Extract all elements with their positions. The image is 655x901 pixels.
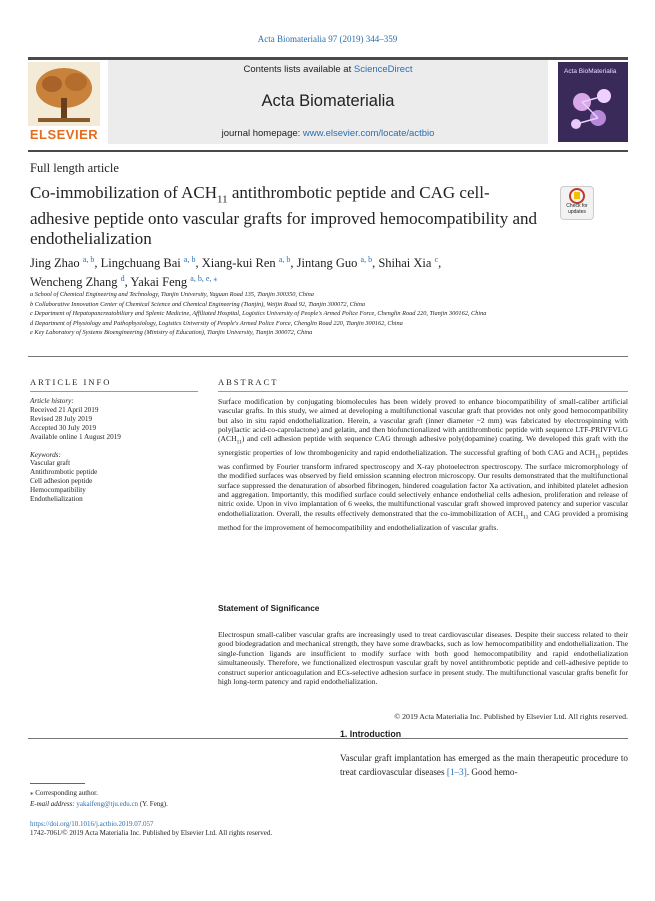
author-affil-marker[interactable]: a, b bbox=[82, 255, 95, 264]
check-updates-text: Check for updates bbox=[566, 203, 588, 215]
journal-title: Acta Biomaterialia bbox=[261, 92, 395, 110]
corresponding-author-note: ⁎ Corresponding author. bbox=[30, 789, 98, 797]
abstract-subscript: 11 bbox=[523, 514, 529, 521]
title-part-2: antithrombotic peptide and CAG cell-adhesive peptide onto vascular grafts for improved hemocompatibility and endothelialization bbox=[30, 183, 538, 249]
article-title bbox=[30, 183, 540, 249]
abstract-part: peptides was confirmed by Fourier transform infrared spectroscopy and X-ray photoelectron spectroscopy. The surface micromorphology of the modified surfaces was observed by field emission scanning electron microscopy. Our results demonstrated that the multifunctional surface suppressed the denaturation of absorbed fibrinogen, hindered coagulation factor Xa activation, and inhibited platelet adhesion and aggregation. Importantly, this modified surface could selectively enhance endothelial cells adhesion, proliferation and release of nitric oxide. Upon in vivo implantation of 6 weeks, the multifunctional vascular graft showed improved patency and superior vascular endothelialization. Overall, the results effectively demonstrated that the co-immobilization of ACH bbox=[218, 448, 628, 518]
email-suffix: (Y. Feng). bbox=[138, 800, 168, 808]
abstract-rule bbox=[218, 391, 628, 392]
issn-line: 1742-7061/© 2019 Acta Materialia Inc. Published by Elsevier Ltd. All rights reserved. bbox=[30, 829, 273, 837]
significance-heading: Statement of Significance bbox=[218, 603, 320, 613]
author-affil-marker[interactable]: d bbox=[120, 274, 125, 284]
title-part-1: Co-immobilization of ACH bbox=[30, 183, 217, 202]
citation-link[interactable]: [1–3] bbox=[446, 767, 467, 777]
abstract-text bbox=[218, 397, 628, 532]
keyword: Cell adhesion peptide bbox=[30, 477, 93, 486]
affiliation-rule bbox=[28, 356, 628, 357]
affiliation: c Department of Hepatopancreatobiliary and Splenic Medicine, Affiliated Hospital, Logistics University of People's Armed Police Force, Chenglin Road 220, Tianjin 300162, China bbox=[30, 310, 487, 318]
homepage-prefix: journal homepage: bbox=[221, 128, 303, 139]
author-list: Jing Zhao $^{a, b}$, Lingchuang Bai $^{a, b}$, Xiang-kui Ren $^{a, b}$, Jintang Guo $^{a, b}$, Shihai Xia $^c$, Wencheng Zhang $^d$, Yakai Feng $^{a, b, e, ⁎}$ bbox=[30, 255, 442, 290]
article-type: Full length article bbox=[30, 161, 119, 175]
author-name[interactable]: Xiang-kui Ren bbox=[201, 256, 276, 271]
intro-part: Vascular graft implantation has emerged as the main therapeutic procedure to treat cardiovascular diseases bbox=[340, 753, 628, 777]
article-info-rule bbox=[30, 391, 198, 392]
author-name[interactable]: Lingchuang Bai bbox=[100, 256, 181, 271]
article-info-heading: ARTICLE INFO bbox=[30, 377, 112, 387]
email-label: E-mail address: bbox=[30, 800, 77, 808]
tree-icon bbox=[28, 62, 100, 126]
cover-title: Acta BioMaterialia bbox=[564, 68, 617, 75]
contents-prefix: Contents lists available at bbox=[243, 64, 354, 75]
author-affil-marker[interactable]: a, b bbox=[278, 255, 291, 264]
history-label: Article history: bbox=[30, 397, 74, 405]
author-affil-marker[interactable]: c bbox=[434, 255, 439, 264]
author-name[interactable]: Wencheng Zhang bbox=[30, 275, 118, 290]
elsevier-wordmark: ELSEVIER bbox=[29, 127, 99, 142]
history-item: Available online 1 August 2019 bbox=[30, 432, 121, 441]
email-link[interactable]: yakaifeng@tju.edu.cn bbox=[76, 800, 139, 808]
affiliation: b Collaborative Innovation Center of Chemical Science and Chemical Engineering (Tianjin), Weijin Road 92, Tianjin 300072, China bbox=[30, 300, 366, 308]
author-affil-marker[interactable]: a, b, e, ⁎ bbox=[190, 274, 218, 284]
abstract-bottom-rule bbox=[28, 738, 628, 739]
significance-text: Electrospun small-caliber vascular grafts are increasingly used to treat cardiovascular diseases. Despite their success related to their good biodegradation and mechanical strength, they have some drawbacks, such as low hemocompatibility and endothelialization. The single-function ligands are insufficient to modify surface with both good hemocompatibility and rapid endothelialization simultaneously. Therefore, we functionalized electrospun vascular graft by novel antithrombotic peptide and cell-adhesive peptide to construct superior anticoagulation and ECs-selective adhesion surface in present study. The multifunctional vascular grafts benefit for high long-term patency and rapid endothelialization. bbox=[218, 630, 628, 687]
keywords-label: Keywords: bbox=[30, 450, 61, 459]
abstract-subscript: 11 bbox=[236, 439, 242, 446]
homepage-link[interactable]: www.elsevier.com/locate/actbio bbox=[302, 128, 435, 139]
check-for-updates-badge[interactable] bbox=[560, 186, 594, 220]
title-subscript: 11 bbox=[217, 193, 228, 206]
affiliation: d Department of Physiology and Pathophysiology, Logistics University of People's Armed Police Force, Chenglin Road 220, Tianjin 300162, China bbox=[30, 319, 403, 327]
footnote-rule bbox=[30, 783, 85, 784]
author-name[interactable]: Jintang Guo bbox=[296, 256, 358, 271]
history-item: Accepted 30 July 2019 bbox=[30, 423, 97, 432]
introduction-heading: 1. Introduction bbox=[340, 729, 402, 739]
footnote bbox=[30, 788, 310, 810]
doi-link[interactable]: https://doi.org/10.1016/j.actbio.2019.07.057 bbox=[30, 820, 154, 828]
affiliation: a School of Chemical Engineering and Technology, Tianjin University, Yaguan Road 135, Tianjin 300350, China bbox=[30, 291, 314, 298]
abstract-part: Surface modification by conjugating biomolecules has been widely proved to enhance biocompatibility of small-caliber artificial vascular grafts. In this study, we aimed at developing a multifunctional vascular graft that provides not only good hemocompatibility but also in situ rapid endothelialization. Herein, a vascular graft (inner diameter ~2 mm) was fabricated by electrospinning with poly(lactic acid-co-caprolactone) and gelatin, and then biofunctionalized with antithrombotic peptide with sequence LTF-PRIVFVLG (ACH bbox=[218, 397, 628, 444]
journal-cover[interactable] bbox=[558, 62, 628, 142]
history-item: Received 21 April 2019 bbox=[30, 405, 99, 414]
author-affil-marker[interactable]: a, b bbox=[360, 255, 373, 264]
journal-homepage bbox=[108, 128, 548, 139]
author-name[interactable]: Yakai Feng bbox=[130, 275, 188, 290]
header-bottom-rule bbox=[28, 150, 628, 152]
article-info-body bbox=[30, 397, 200, 504]
keyword: Hemocompatibility bbox=[30, 486, 86, 495]
abstract-subscript: 11 bbox=[595, 453, 601, 460]
keyword: Antithrombotic peptide bbox=[30, 468, 98, 477]
keyword: Endothelialization bbox=[30, 495, 83, 504]
history-item: Revised 28 July 2019 bbox=[30, 414, 93, 423]
affiliation: e Key Laboratory of Systems Bioengineering (Ministry of Education), Tianjin University, Tianjin 300072, China bbox=[30, 329, 313, 337]
author-affil-marker[interactable]: a, b bbox=[183, 255, 196, 264]
abstract-part: ) and cell adhesion peptide with sequence CAG through adhesive poly(dopamine) coating. We developed this graft with the synergistic properties of low thrombogenicity and rapid endothelialization. The successful grafting of both CAG and ACH bbox=[218, 434, 628, 458]
abstract-copyright: © 2019 Acta Materialia Inc. Published by Elsevier Ltd. All rights reserved. bbox=[394, 712, 628, 721]
email-line bbox=[30, 799, 310, 810]
abstract-heading: ABSTRACT bbox=[218, 377, 279, 387]
abstract-part: and CAG provided a promising method for the improvement of hemocompatibility and endothelialization of vascular grafts. bbox=[218, 508, 628, 532]
author-name[interactable]: Jing Zhao bbox=[30, 256, 80, 271]
keyword: Vascular graft bbox=[30, 459, 71, 468]
affiliation-list bbox=[30, 290, 630, 338]
contents-available bbox=[108, 64, 548, 75]
sciencedirect-link[interactable]: ScienceDirect bbox=[353, 64, 413, 75]
author-name[interactable]: Shihai Xia bbox=[378, 256, 432, 271]
introduction-text bbox=[340, 751, 628, 779]
journal-reference[interactable]: Acta Biomaterialia 97 (2019) 344–359 bbox=[257, 34, 398, 44]
intro-part: . Good hemo- bbox=[466, 767, 518, 777]
